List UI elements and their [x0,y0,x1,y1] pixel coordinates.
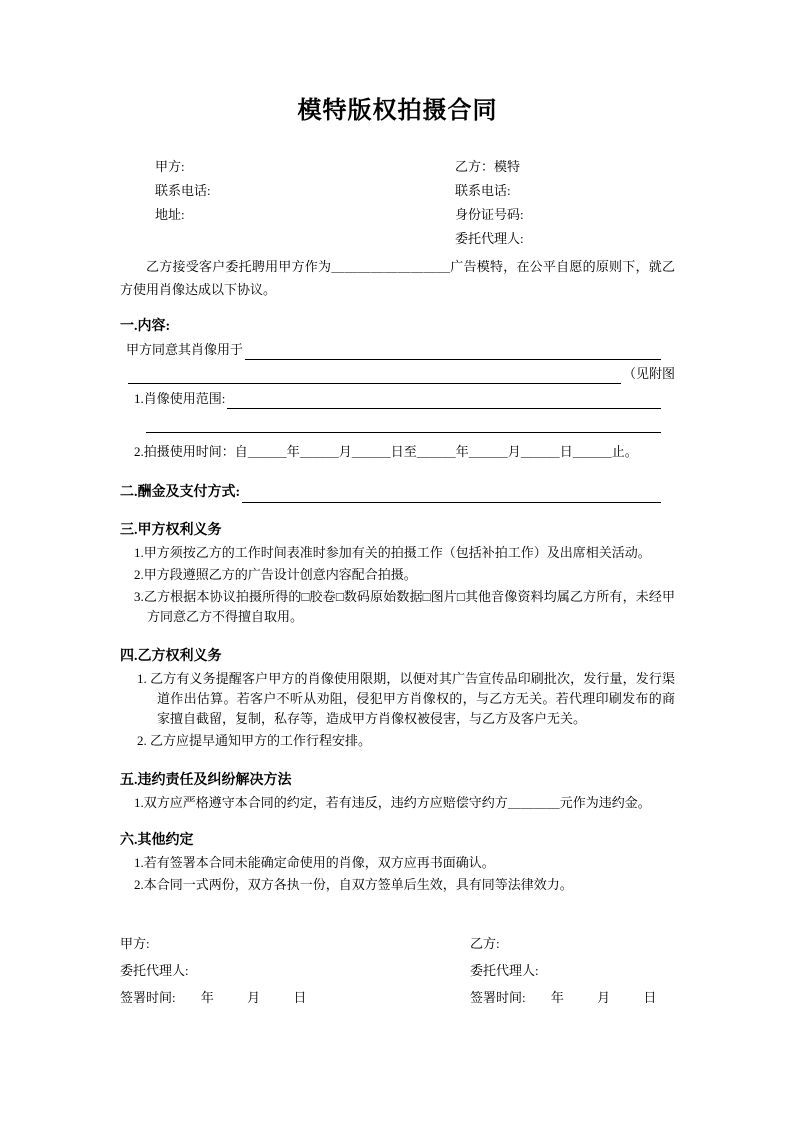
page-title: 模特版权拍摄合同 [297,98,498,124]
party-a-phone-label: 联系电话: [155,183,211,198]
section-breach-heading: 五.违约责任及纠纷解决方法 [120,773,292,788]
day-label: 日 [643,990,657,1005]
year-label: 年 [200,990,214,1005]
signature-party-b [470,930,675,1011]
party-a-duty-item: 3.乙方根据本协议拍摄所得的□胶卷□数码原始数据□图片□其他音像资料均属乙方所有，未经甲方同意乙方不得擅自取用。 [134,589,675,624]
blank-underline [242,489,661,503]
section-party-b-duties [120,647,675,751]
parties-block [120,155,675,251]
attachment-note: （见附图 [622,366,675,381]
party-a-name-label: 甲方: [155,159,185,174]
party-b-id-label: 身份证号码: [455,207,524,222]
other-item: 1.若有签署本合同未能确定命使用的肖像，双方应再书面确认。 [134,855,495,870]
section-breach [120,771,675,813]
blank-underline [227,395,661,409]
party-b-phone-label: 联系电话: [455,183,511,198]
section-content [120,317,675,462]
sig-b-agent-label: 委托代理人: [470,963,539,978]
sig-b-date-label: 签署时间: [470,990,526,1005]
party-b-duty-item: 1. 乙方有义务提醒客户甲方的肖像使用限期，以便对其广告宣传品印刷批次，发行量，发行渠道作出估算。若客户不听从劝阻，侵犯甲方肖像权的，与乙方无关。若代理印刷发布的商家擅自截留，复制，私存等，造成甲方肖像权被侵害，与乙方及客户无关。 [137,671,675,726]
party-b-name-label: 乙方：模特 [455,159,521,174]
party-a-duty-item: 1.甲方须按乙方的工作时间表准时参加有关的拍摄工作（包括补拍工作）及出席相关活动。 [134,545,651,560]
other-item: 2.本合同一式两份，双方各执一份，自双方签单后生效，具有同等法律效力。 [134,877,573,892]
intro-text-before: 乙方接受客户委托聘用甲方作为 [146,259,332,274]
sig-a-date-label: 签署时间: [120,990,176,1005]
consent-label: 甲方同意其肖像用于 [126,342,244,357]
sig-b-date-line [470,984,675,1011]
section-other [120,831,675,895]
section-party-a-duties [120,521,675,627]
section-payment [120,482,675,503]
month-label: 月 [597,990,611,1005]
consent-line [120,339,675,360]
shoot-time-line: 2.拍摄使用时间：自＿＿＿年＿＿＿月＿＿＿日至＿＿＿年＿＿＿月＿＿＿日＿＿＿止。 [134,444,638,459]
section-content-heading: 一.内容: [120,319,171,334]
section-other-heading: 六.其他约定 [120,833,194,848]
intro-blank-line: ＿＿＿＿＿＿＿＿＿ [331,259,451,274]
intro-text-after: 广告模特，在公平自愿的原则下，就乙方使用肖像达成以下协议。 [120,259,675,297]
day-label: 日 [293,990,307,1005]
party-a-duty-item: 2.甲方段遵照乙方的广告设计创意内容配合拍摄。 [134,567,417,582]
intro-paragraph [120,255,675,301]
party-a-info [120,155,455,251]
usage-scope-line [120,388,675,409]
blank-underline [128,370,621,384]
party-b-info [455,155,675,251]
blank-underline [146,413,661,433]
party-b-agent-label: 委托代理人: [455,231,524,246]
party-b-duty-item: 2. 乙方应提早通知甲方的工作行程安排。 [137,733,372,748]
section-payment-heading: 二.酬金及支付方式: [120,485,241,500]
year-label: 年 [550,990,564,1005]
sig-b-party-label: 乙方: [470,936,500,951]
usage-scope-label: 1.肖像使用范围: [134,391,226,406]
section-party-a-heading: 三.甲方权利义务 [120,523,222,538]
signature-party-a [120,930,470,1011]
attachment-line [120,363,675,384]
blank-underline [245,346,661,360]
breach-item: 1.双方应严格遵守本合同的约定，若有违反，违约方应赔偿守约方＿＿＿＿元作为违约金。 [134,795,651,810]
party-a-address-label: 地址: [155,207,185,222]
month-label: 月 [247,990,261,1005]
sig-a-date-line [120,984,470,1011]
section-party-b-heading: 四.乙方权利义务 [120,649,222,664]
sig-a-party-label: 甲方: [120,936,150,951]
sig-a-agent-label: 委托代理人: [120,963,189,978]
signature-block [120,930,675,1011]
